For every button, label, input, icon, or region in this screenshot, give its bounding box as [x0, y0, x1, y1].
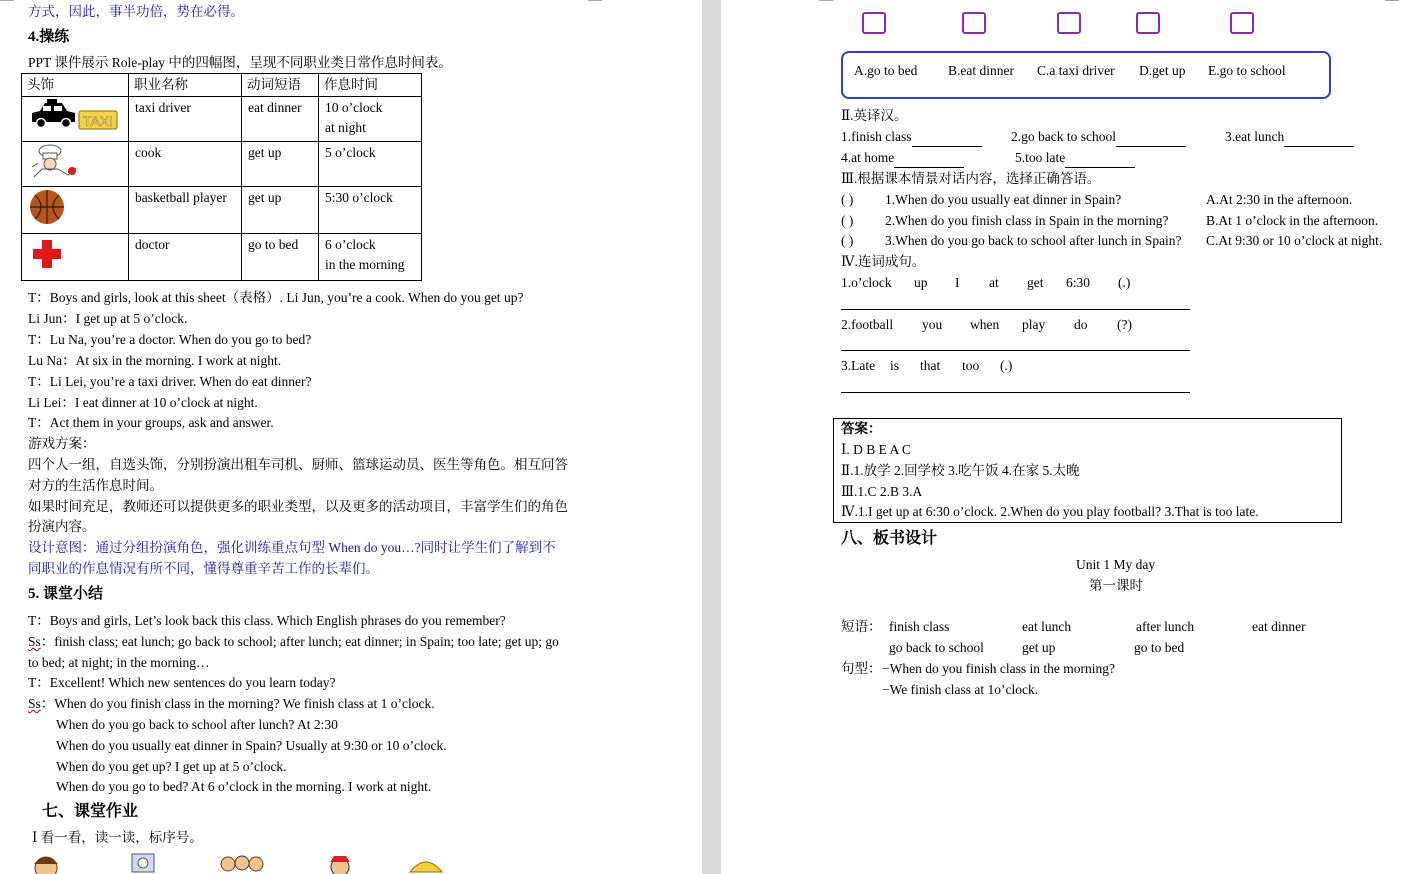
answer-key-line: Ⅱ.1.放学 2.回学校 3.吃午饭 4.在家 5.太晚	[841, 463, 1080, 478]
writing-line[interactable]	[841, 392, 1190, 393]
table-row	[22, 142, 422, 187]
speaker: T：	[28, 332, 50, 347]
scrambled-word: is	[890, 358, 900, 373]
answer-checkbox-4[interactable]	[1136, 12, 1160, 34]
scrambled-word: too	[962, 358, 980, 373]
utterance: I get up at 5 o’clock.	[75, 311, 188, 326]
choice-answer: C.At 9:30 or 10 o’clock at night.	[1206, 233, 1383, 248]
speaker: Li Lei：	[28, 395, 75, 410]
time-line: 6 o’clock	[325, 237, 376, 252]
exercise-instruction: Ⅰ 看一看，读一读，标序号。	[32, 830, 203, 845]
section-heading-translate: Ⅱ.英译汉。	[841, 108, 908, 123]
paragraph-line: When do you go back to school after lunch? At 2:30	[56, 717, 338, 732]
translate-item	[841, 128, 982, 147]
job-name-cell: basketball player	[129, 187, 242, 234]
choice-question: 2.When do you finish class in Spain in the morning?	[885, 213, 1169, 228]
paragraph-line: 四个人一组，自选头饰，分别扮演出租车司机、厨师、篮球运动员、医生等角色。相互问答	[28, 457, 568, 472]
headwear-cell	[22, 187, 129, 234]
answer-blank[interactable]	[1065, 149, 1135, 168]
answer-checkbox-2[interactable]	[962, 12, 986, 34]
dialog-line	[28, 310, 187, 328]
utterance: ：When do you finish class in the morning? We finish class at 1 o’clock.	[40, 696, 435, 711]
board-phrase: eat dinner	[1252, 619, 1306, 634]
board-phrase: get up	[1022, 640, 1056, 655]
paragraph-line	[28, 633, 559, 651]
paragraph-line: to bed; at night; in the morning…	[28, 655, 210, 670]
scrambled-word: 1.o’clock	[841, 275, 892, 290]
clock-picture	[132, 854, 154, 872]
taxi-icon	[28, 98, 122, 134]
translate-item	[1015, 149, 1135, 168]
translate-term: 4.at home	[841, 150, 895, 165]
verb-phrase-cell: go to bed	[242, 234, 319, 281]
phrases-label: 短语：	[841, 619, 882, 634]
table-header-cell: 动词短语	[242, 74, 319, 97]
sentence-pattern-label: 句型：	[841, 661, 882, 676]
time-line: 5 o’clock	[325, 145, 376, 160]
schedule-time-cell	[319, 142, 422, 187]
scrambled-word: play	[1022, 317, 1046, 332]
table-header-row	[22, 74, 422, 97]
answer-blank[interactable]	[1284, 128, 1354, 147]
answer-key-line: Ⅳ.1.I get up at 6:30 o’clock. 2.When do you play football? 3.That is too late.	[841, 504, 1259, 519]
board-phrase: go to bed	[1134, 640, 1185, 655]
translate-item	[841, 149, 964, 168]
board-phrase: eat lunch	[1022, 619, 1072, 634]
answer-key-line: Ⅰ. D B E A C	[841, 442, 911, 457]
speaker: Ss	[28, 696, 41, 711]
dialog-line	[28, 352, 281, 370]
paragraph-line: 对方的生活作息时间。	[28, 478, 163, 493]
basketball-icon	[28, 188, 68, 226]
option-item: E.go to school	[1208, 63, 1286, 78]
family-picture	[221, 856, 263, 871]
answer-checkbox-3[interactable]	[1057, 12, 1081, 34]
answer-blank[interactable]	[894, 149, 964, 168]
verb-phrase-cell: eat dinner	[242, 97, 319, 142]
left-page	[0, 0, 702, 874]
writing-line[interactable]	[841, 350, 1190, 351]
chef-icon	[28, 143, 88, 179]
scrambled-word: you	[922, 317, 943, 332]
utterance: Lu Na, you’re a doctor. When do you go to bed?	[49, 332, 312, 347]
design-intent-line: 设计意图：通过分组扮演角色，强化训练重点句型 When do you…?同时让学生们了解到不	[28, 540, 556, 555]
translate-item	[1225, 128, 1354, 147]
scrambled-word: (.)	[1000, 358, 1013, 373]
paragraph-line: T：Excellent! Which new sentences do you learn today?	[28, 675, 336, 690]
job-name-cell: doctor	[129, 234, 242, 281]
time-line: at night	[325, 120, 366, 135]
schedule-time-cell	[319, 187, 422, 234]
taxi-sign-text: TAXI	[82, 113, 114, 129]
option-item: D.get up	[1139, 63, 1186, 78]
dialog-line	[28, 289, 523, 307]
table-row	[22, 97, 422, 142]
scrambled-word: do	[1074, 317, 1088, 332]
answer-checkbox-1[interactable]	[862, 12, 886, 34]
headwear-cell	[22, 97, 129, 142]
design-intent-line: 同职业的作息情况有所不同，懂得尊重辛苦工作的长辈们。	[28, 561, 379, 576]
answer-checkbox-5[interactable]	[1230, 12, 1254, 34]
choice-paren[interactable]: ( )	[841, 233, 854, 248]
job-name-cell: taxi driver	[129, 97, 242, 142]
speaker: T：	[28, 374, 50, 389]
sentence-pattern: −When do you finish class in the morning?	[882, 661, 1115, 676]
speaker: Ss	[28, 634, 41, 649]
scrambled-word: (.)	[1118, 275, 1131, 290]
speaker: Lu Na：	[28, 353, 76, 368]
choice-answer: B.At 1 o’clock in the afternoon.	[1206, 213, 1379, 228]
choice-question: 1.When do you usually eat dinner in Spain?	[885, 192, 1122, 207]
choice-paren[interactable]: ( )	[841, 192, 854, 207]
paragraph-line: 方式，因此，事半功倍，势在必得。	[28, 4, 244, 19]
red-cross-icon	[28, 235, 68, 273]
utterance: Boys and girls, look at this sheet（表格）. Li Jun, you’re a cook. When do you get up?	[49, 290, 524, 305]
job-name-cell: cook	[129, 142, 242, 187]
scrambled-word: 6:30	[1066, 275, 1091, 290]
answer-blank[interactable]	[1116, 128, 1186, 147]
scrambled-word: when	[970, 317, 1000, 332]
time-line: 5:30 o’clock	[325, 190, 393, 205]
page-corner-mark	[819, 0, 833, 1]
time-line: in the morning	[325, 257, 405, 272]
dialog-line	[28, 414, 274, 432]
schedule-time-cell	[319, 234, 422, 281]
paragraph-line: T：Boys and girls, Let’s look back this class. Which English phrases do you remember?	[28, 613, 506, 628]
translate-term: 5.too late	[1015, 150, 1066, 165]
paragraph-line: When do you usually eat dinner in Spain? Usually at 9:30 or 10 o’clock.	[56, 738, 447, 753]
utterance: I eat dinner at 10 o’clock at night.	[74, 395, 258, 410]
table-row	[22, 187, 422, 234]
answer-blank[interactable]	[912, 128, 982, 147]
section-heading-summary: 5. 课堂小结	[28, 586, 104, 602]
writing-line[interactable]	[841, 309, 1190, 310]
paragraph-line: PPT 课件展示 Role-play 中的四幅图，呈现不同职业类日常作息时间表。	[28, 55, 452, 70]
time-line: 10 o’clock	[325, 100, 383, 115]
exercise-pictures	[28, 852, 468, 874]
board-lesson-title: 第一课时	[1089, 578, 1143, 593]
utterance: Li Lei, you’re a taxi driver. When do eat dinner?	[49, 374, 312, 389]
paragraph-line: When do you get up? I get up at 5 o’clock.	[56, 759, 287, 774]
job-schedule-table	[21, 73, 422, 281]
translate-item	[1011, 128, 1186, 147]
dialog-line	[28, 331, 311, 349]
section-heading-word-order: Ⅳ.连词成句。	[841, 254, 926, 269]
page-corner-mark	[0, 0, 14, 1]
scrambled-word: get	[1027, 275, 1044, 290]
utterance: Act them in your groups, ask and answer.	[49, 415, 274, 430]
table-row	[22, 234, 422, 281]
dialog-line	[28, 394, 258, 412]
headwear-cell	[22, 142, 129, 187]
scrambled-word: up	[914, 275, 928, 290]
scrambled-word: (?)	[1117, 317, 1132, 332]
answer-key-title: 答案：	[841, 421, 882, 436]
board-unit-title: Unit 1 My day	[1076, 557, 1156, 572]
paragraph-line: When do you go to bed? At 6 o’clock in the morning. I work at night.	[56, 779, 432, 794]
board-phrase: after lunch	[1136, 619, 1195, 634]
choice-answer: A.At 2:30 in the afternoon.	[1206, 192, 1353, 207]
translate-term: 3.eat lunch	[1225, 129, 1285, 144]
choice-paren[interactable]: ( )	[841, 213, 854, 228]
scrambled-word: 3.Late	[841, 358, 876, 373]
bed-picture	[410, 862, 442, 872]
speaker: Li Jun：	[28, 311, 76, 326]
verb-phrase-cell: get up	[242, 142, 319, 187]
section-heading-choose: Ⅲ.根据课本情景对话内容，选择正确答语。	[841, 171, 1101, 186]
verb-phrase-cell: get up	[242, 187, 319, 234]
table-header-cell: 职业名称	[129, 74, 242, 97]
schedule-time-cell	[319, 97, 422, 142]
headwear-cell	[22, 234, 129, 281]
scrambled-word: at	[989, 275, 999, 290]
paragraph-line	[28, 695, 435, 713]
dialog-line	[28, 373, 312, 391]
speaker: T：	[28, 415, 50, 430]
table-header-cell: 头饰	[22, 74, 129, 97]
scrambled-word: I	[955, 275, 960, 290]
scrambled-word: 2.football	[841, 317, 894, 332]
table-header-cell: 作息时间	[319, 74, 422, 97]
choice-question: 3.When do you go back to school after lunch in Spain?	[885, 233, 1182, 248]
paragraph-line: 扮演内容。	[28, 519, 96, 534]
speaker: T：	[28, 290, 50, 305]
section-heading-homework: 七、课堂作业	[42, 803, 139, 820]
translate-term: 2.go back to school	[1011, 129, 1116, 144]
driver-picture	[330, 856, 350, 874]
option-item: A.go to bed	[854, 63, 918, 78]
answer-key-line: Ⅲ.1.C 2.B 3.A	[841, 484, 923, 499]
sentence-pattern: −We finish class at 1o’clock.	[882, 682, 1039, 697]
section-heading-practice: 4.操练	[28, 29, 70, 45]
page-corner-mark	[588, 0, 602, 1]
option-item: B.eat dinner	[948, 63, 1014, 78]
section-heading-board-design: 八、板书设计	[841, 530, 938, 547]
scrambled-word: that	[920, 358, 941, 373]
boy-picture	[34, 857, 58, 874]
utterance: At six in the morning. I work at night.	[75, 353, 282, 368]
option-item: C.a taxi driver	[1037, 63, 1115, 78]
page-corner-mark	[1385, 0, 1399, 1]
board-phrase: go back to school	[889, 640, 984, 655]
board-phrase: finish class	[889, 619, 950, 634]
translate-term: 1.finish class	[841, 129, 912, 144]
paragraph-line: 如果时间充足，教师还可以提供更多的职业类型，以及更多的活动项目，丰富学生们的角色	[28, 499, 568, 514]
utterance: ：finish class; eat lunch; go back to school; after lunch; eat dinner; in Spain; too late; get up; go	[40, 634, 559, 649]
game-plan-title: 游戏方案：	[28, 436, 96, 451]
